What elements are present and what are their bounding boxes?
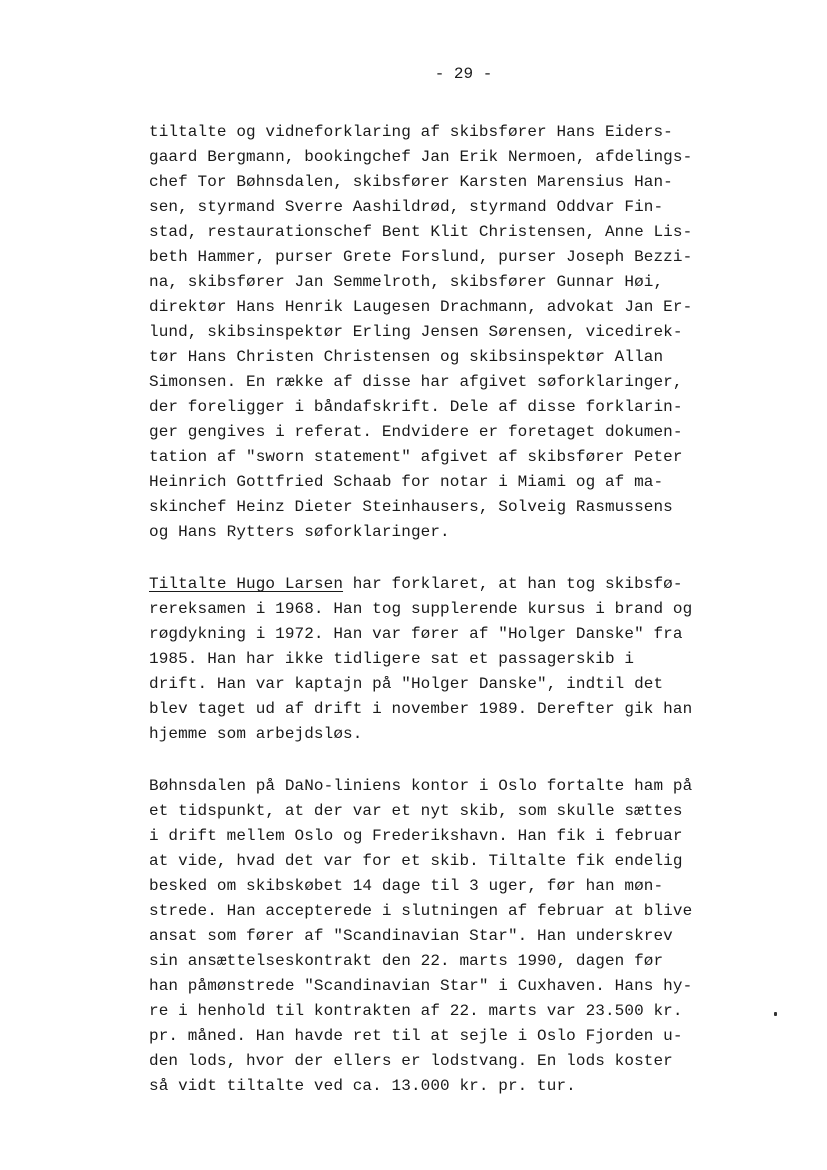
text-line: lund, skibsinspektør Erling Jensen Sørensen, vicedirek- — [149, 323, 683, 341]
text-line: den lods, hvor der ellers er lodstvang. En lods koster — [149, 1052, 673, 1070]
text-line: tiltalte og vidneforklaring af skibsfører Hans Eiders- — [149, 123, 673, 141]
paragraph-employment-details — [149, 774, 729, 1099]
paragraph-witness-list — [149, 120, 729, 545]
text-line: Simonsen. En række af disse har afgivet søforklaringer, — [149, 373, 683, 391]
text-line: i drift mellem Oslo og Frederikshavn. Han fik i februar — [149, 827, 683, 845]
paragraph-defendant-statement — [149, 572, 729, 747]
page-number: - 29 - — [434, 65, 493, 83]
text-line: at vide, hvad det var for et skib. Tiltalte fik endelig — [149, 852, 683, 870]
text-line: skinchef Heinz Dieter Steinhausers, Solveig Rasmussens — [149, 498, 673, 516]
scan-speck — [774, 1012, 777, 1016]
text-line: na, skibsfører Jan Semmelroth, skibsfører Gunnar Høi, — [149, 273, 664, 291]
text-line: tør Hans Christen Christensen og skibsinspektør Allan — [149, 348, 664, 366]
text-line: et tidspunkt, at der var et nyt skib, som skulle sættes — [149, 802, 683, 820]
text-line: direktør Hans Henrik Laugesen Drachmann, advokat Jan Er- — [149, 298, 693, 316]
text-line: der foreligger i båndafskrift. Dele af disse forklarin- — [149, 398, 683, 416]
section-heading: Tiltalte Hugo Larsen — [149, 575, 344, 593]
text-line: hjemme som arbejdsløs. — [149, 725, 363, 743]
text-line: røgdykning i 1972. Han var fører af "Holger Danske" fra — [149, 625, 683, 643]
text-line: og Hans Rytters søforklaringer. — [149, 523, 450, 541]
text-line: sin ansættelseskontrakt den 22. marts 1990, dagen før — [149, 952, 664, 970]
text-line: rereksamen i 1968. Han tog supplerende kursus i brand og — [149, 600, 693, 618]
text-line: pr. måned. Han havde ret til at sejle i Oslo Fjorden u- — [149, 1027, 683, 1045]
text-line: stad, restaurationschef Bent Klit Christensen, Anne Lis- — [149, 223, 693, 241]
text-line: gaard Bergmann, bookingchef Jan Erik Nermoen, afdelings- — [149, 148, 693, 166]
text-line: 1985. Han har ikke tidligere sat et passagerskib i — [149, 650, 635, 668]
text-line: re i henhold til kontrakten af 22. marts var 23.500 kr. — [149, 1002, 683, 1020]
text-line: sen, styrmand Sverre Aashildrød, styrmand Oddvar Fin- — [149, 198, 664, 216]
text-line: Heinrich Gottfried Schaab for notar i Miami og af ma- — [149, 473, 664, 491]
text-line: ansat som fører af "Scandinavian Star". Han underskrev — [149, 927, 673, 945]
text-line: han påmønstrede "Scandinavian Star" i Cuxhaven. Hans hy- — [149, 977, 693, 995]
text-line-rest: har forklaret, at han tog skibsfø- — [343, 575, 683, 593]
text-line: blev taget ud af drift i november 1989. Derefter gik han — [149, 700, 693, 718]
text-line: beth Hammer, purser Grete Forslund, purser Joseph Bezzi- — [149, 248, 693, 266]
text-line: chef Tor Bøhnsdalen, skibsfører Karsten Marensius Han- — [149, 173, 673, 191]
text-line: besked om skibskøbet 14 dage til 3 uger, før han møn- — [149, 877, 664, 895]
text-line: drift. Han var kaptajn på "Holger Danske", indtil det — [149, 675, 664, 693]
text-line: ger gengives i referat. Endvidere er foretaget dokumen- — [149, 423, 683, 441]
text-line: strede. Han accepterede i slutningen af februar at blive — [149, 902, 693, 920]
text-line: tation af "sworn statement" afgivet af skibsfører Peter — [149, 448, 683, 466]
text-line — [149, 572, 729, 597]
text-line: Bøhnsdalen på DaNo-liniens kontor i Oslo fortalte ham på — [149, 777, 693, 795]
text-line: så vidt tiltalte ved ca. 13.000 kr. pr. tur. — [149, 1077, 576, 1095]
